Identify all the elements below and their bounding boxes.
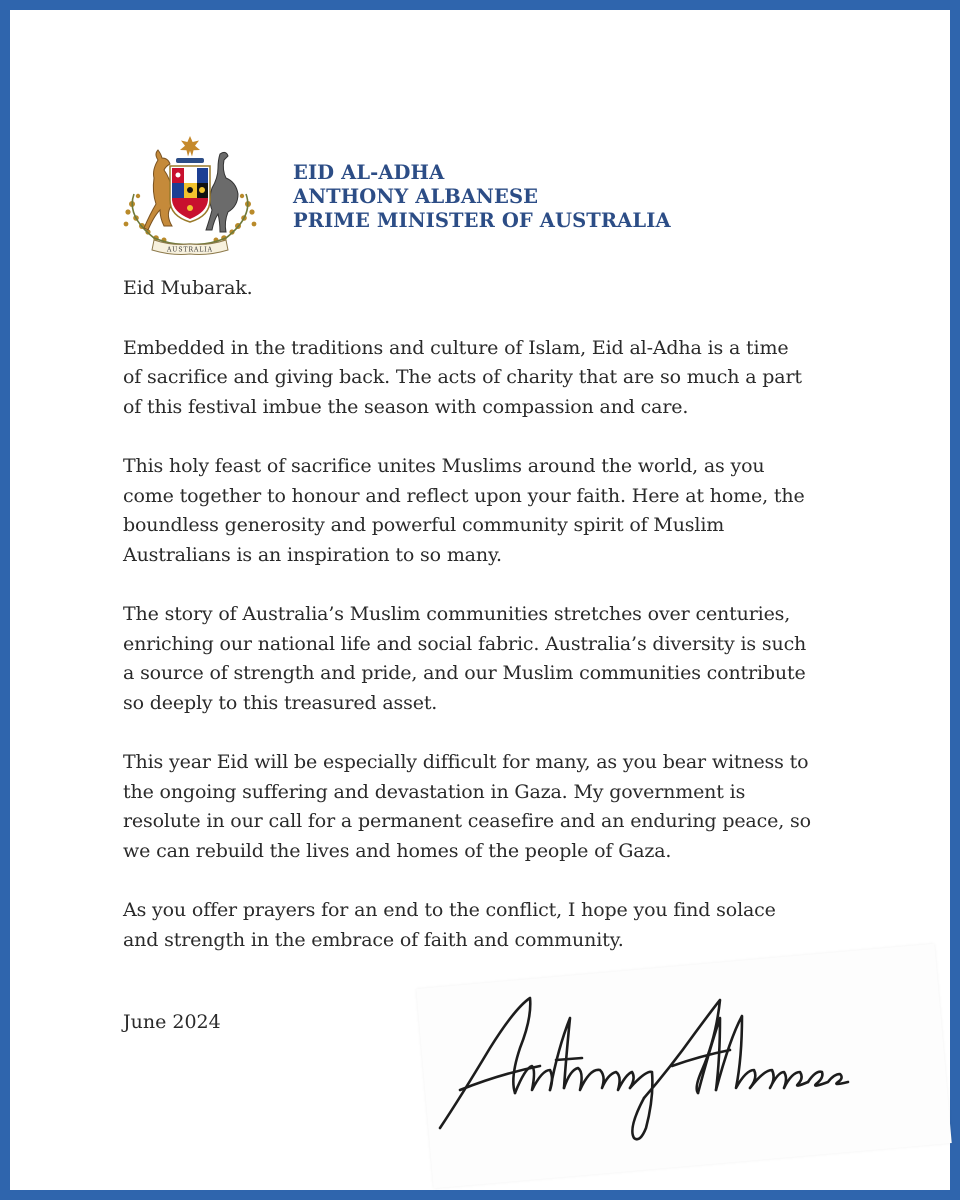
header-title: EID AL-ADHA [293, 161, 445, 184]
paragraph-line: and strength in the embrace of faith and community. [123, 928, 624, 951]
crest-star [180, 136, 200, 157]
letter-date: June 2024 [123, 1011, 221, 1033]
paragraph-2 [123, 452, 868, 570]
paragraph-line: a source of strength and pride, and our Muslim communities contribute [123, 662, 806, 684]
crest-scroll-text: AUSTRALIA [166, 246, 214, 254]
paragraph-line: Embedded in the traditions and culture of Islam, Eid al-Adha is a time [123, 336, 789, 359]
paragraph-line: boundless generosity and powerful community spirit of Muslim [123, 514, 725, 536]
paragraph-line: so deeply to this treasured asset. [123, 691, 438, 714]
shield [170, 166, 210, 222]
crest-torse [176, 158, 204, 163]
paragraph-3 [123, 600, 868, 718]
paragraph-line: Australians is an inspiration to so many. [123, 543, 502, 566]
paragraph-line: As you offer prayers for an end to the conflict, I hope you find solace [123, 899, 776, 921]
paragraph-1 [123, 334, 868, 423]
paragraph-line: enriching our national life and social fabric. Australia’s diversity is such [123, 632, 807, 655]
crest-scroll [152, 240, 228, 255]
kangaroo-shape [144, 150, 173, 230]
letter-header [293, 161, 853, 233]
paragraph-5 [123, 896, 868, 955]
paragraph-line: the ongoing suffering and devastation in Gaza. My government is [123, 780, 746, 803]
emu-shape [206, 152, 238, 232]
letter-body [123, 274, 868, 985]
header-position: PRIME MINISTER OF AUSTRALIA [293, 209, 671, 232]
paragraph-line: The story of Australia’s Muslim communities stretches over centuries, [123, 603, 791, 625]
greeting: Eid Mubarak. [123, 277, 253, 299]
paragraph-line: we can rebuild the lives and homes of the people of Gaza. [123, 839, 672, 862]
paragraph-4 [123, 748, 868, 866]
paragraph-line: of this festival imbue the season with compassion and care. [123, 395, 689, 418]
coat-of-arms-icon [114, 134, 266, 256]
paragraph-line: resolute in our call for a permanent ceasefire and an enduring peace, so [123, 810, 811, 832]
paragraph-line: This holy feast of sacrifice unites Muslims around the world, as you [123, 455, 765, 477]
paragraph-line: of sacrifice and giving back. The acts of charity that are so much a part [123, 366, 802, 388]
header-author: ANTHONY ALBANESE [293, 185, 539, 208]
paragraph-line: This year Eid will be especially difficult for many, as you bear witness to [123, 751, 809, 773]
signature-graphic [420, 978, 870, 1148]
paragraph-line: come together to honour and reflect upon your faith. Here at home, the [123, 484, 805, 507]
